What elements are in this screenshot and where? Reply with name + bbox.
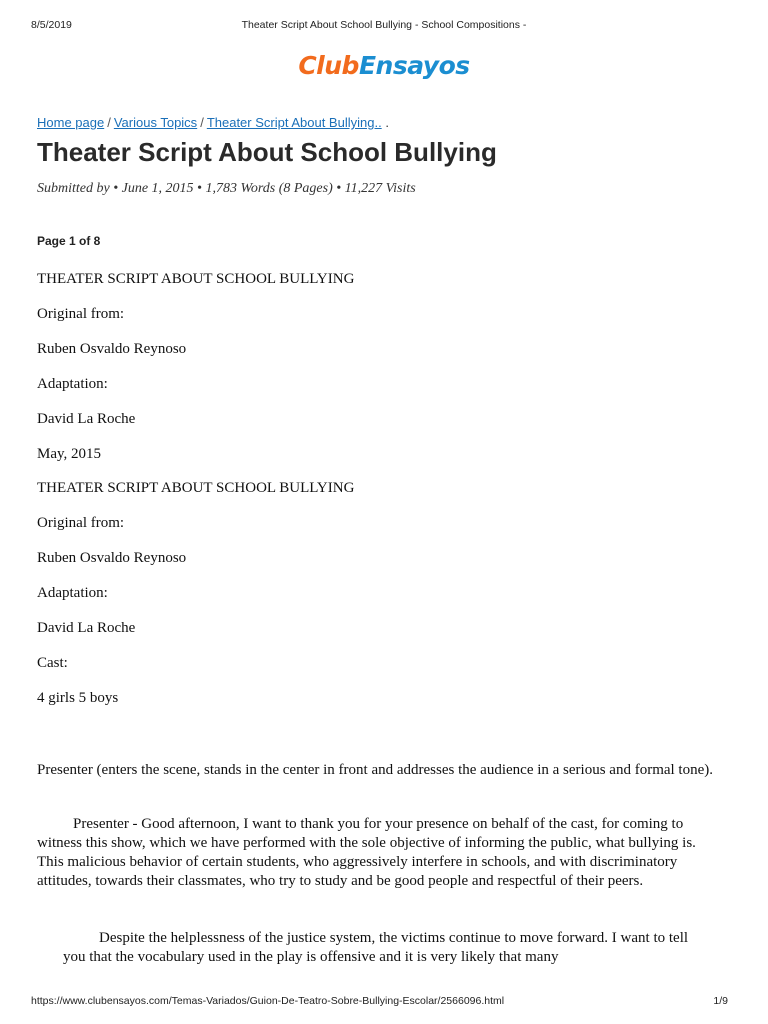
script-line: Adaptation:: [37, 585, 108, 601]
breadcrumb-separator: /: [107, 115, 111, 130]
page-title: Theater Script About School Bullying: [37, 137, 497, 167]
print-page-number: 1/9: [713, 995, 728, 1007]
article-meta: Submitted by • June 1, 2015 • 1,783 Words (8 Pages) • 11,227 Visits: [37, 181, 416, 196]
breadcrumb: [37, 115, 389, 130]
paragraph: Presenter - Good afternoon, I want to thank you for your presence on behalf of the cast, for coming to witness this show, which we have performed with the sole objective of informing the public, what bullying is. This malicious behavior of certain students, who aggressively interfere in schools, and with discriminatory attitudes, towards their classmates, who try to study and be good people and respectful of their peers.: [37, 816, 696, 889]
site-logo[interactable]: [0, 51, 768, 80]
script-heading: THEATER SCRIPT ABOUT SCHOOL BULLYING: [37, 271, 355, 287]
paragraph: Despite the helplessness of the justice system, the victims continue to move forward. I want to tell you that the vocabulary used in the play is offensive and it is very likely that many: [63, 930, 689, 965]
script-heading: THEATER SCRIPT ABOUT SCHOOL BULLYING: [37, 480, 355, 496]
print-date: 8/5/2019: [31, 19, 72, 31]
script-line: Ruben Osvaldo Reynoso: [37, 550, 187, 566]
print-page-title: Theater Script About School Bullying - School Compositions -: [241, 19, 527, 31]
breadcrumb-separator: /: [200, 115, 204, 130]
script-line: Original from:: [37, 515, 125, 531]
print-url: https://www.clubensayos.com/Temas-Variados/Guion-De-Teatro-Sobre-Bullying-Escolar/2566096.html: [31, 995, 505, 1007]
logo-part-club: Club: [298, 51, 359, 80]
script-line: Original from:: [37, 306, 125, 322]
script-line: David La Roche: [37, 411, 136, 427]
script-line: David La Roche: [37, 620, 136, 636]
script-line: Adaptation:: [37, 376, 108, 392]
page-indicator: Page 1 of 8: [37, 234, 101, 248]
script-line: Cast:: [37, 655, 68, 671]
breadcrumb-current-link[interactable]: Theater Script About Bullying..: [206, 115, 382, 130]
script-line: May, 2015: [37, 446, 102, 462]
script-line: 4 girls 5 boys: [37, 690, 119, 706]
breadcrumb-topics-link[interactable]: Various Topics: [113, 115, 198, 130]
breadcrumb-home-link[interactable]: Home page: [37, 115, 105, 130]
script-line: Ruben Osvaldo Reynoso: [37, 341, 187, 357]
paragraph: Presenter (enters the scene, stands in the center in front and addresses the audience in a serious and formal tone).: [37, 762, 714, 778]
breadcrumb-trailing: .: [385, 115, 389, 130]
logo-part-ensayos: Ensayos: [358, 51, 470, 80]
